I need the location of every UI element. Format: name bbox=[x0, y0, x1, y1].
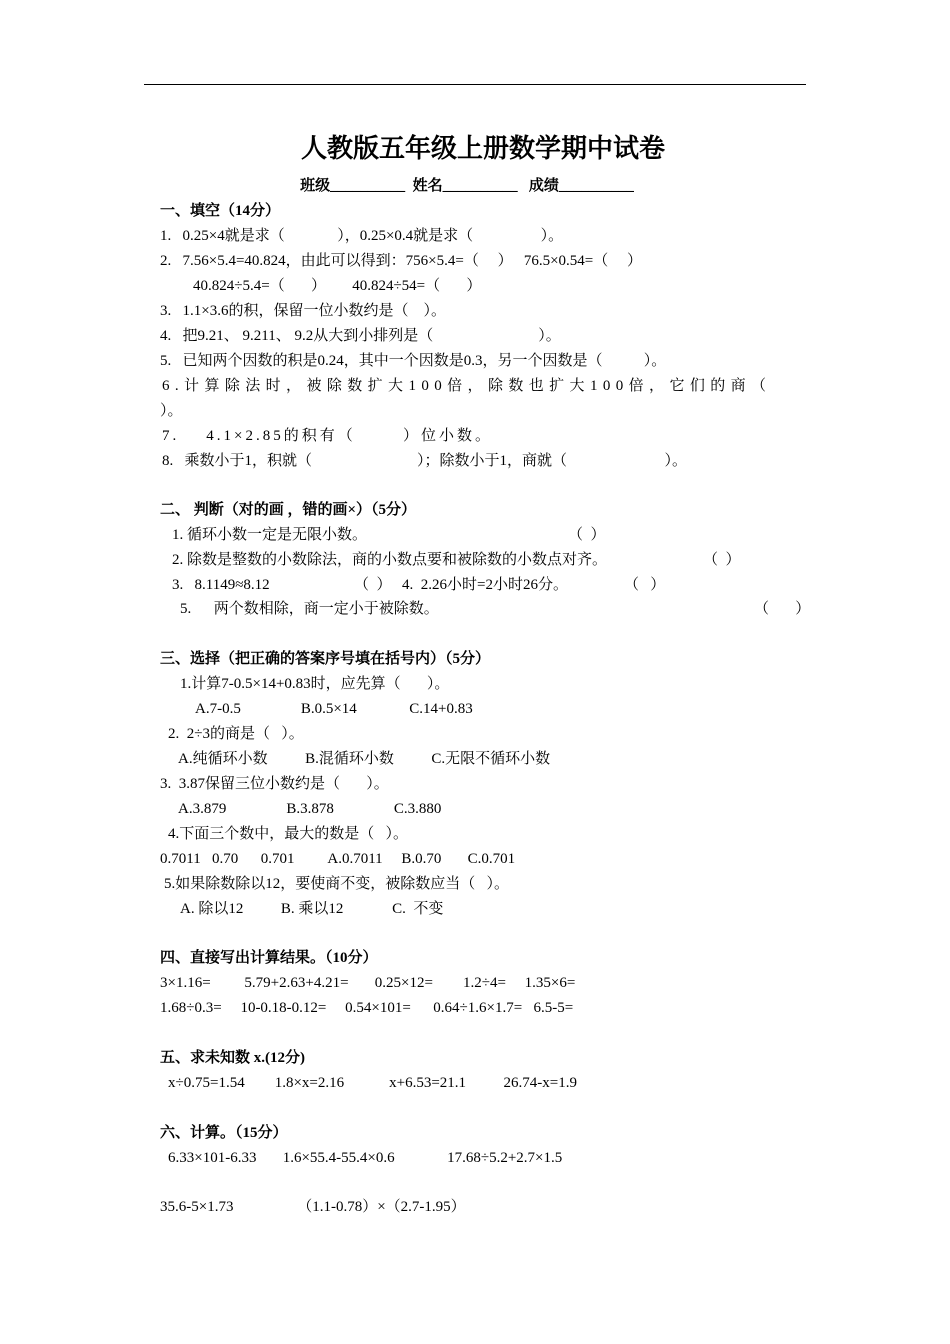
q4-row1: 3×1.16= 5.79+2.63+4.21= 0.25×12= 1.2÷4= 1.35×6= bbox=[160, 975, 576, 991]
q1-7: 7. 4.1×2.85的积有（ ）位小数。 bbox=[162, 428, 493, 444]
q3-3: 3. 3.87保留三位小数约是（ ）。 bbox=[160, 776, 389, 792]
q3-5-options: A. 除以12 B. 乘以12 C. 不变 bbox=[180, 901, 444, 917]
q3-4: 4.下面三个数中，最大的数是（ ）。 bbox=[168, 826, 409, 842]
q2-5: 5. 两个数相除，商一定小于被除数。 bbox=[180, 601, 439, 617]
section3-heading: 三、选择（把正确的答案序号填在括号内）（5分） bbox=[160, 651, 491, 667]
student-info-line: 班级__________ 姓名__________ 成绩__________ bbox=[300, 178, 634, 194]
page-title: 人教版五年级上册数学期中试卷 bbox=[300, 134, 665, 163]
q4-row2: 1.68÷0.3= 10-0.18-0.12= 0.54×101= 0.64÷1.6×1.7= 6.5-5= bbox=[160, 1000, 574, 1016]
q3-3-options: A.3.879 B.3.878 C.3.880 bbox=[178, 801, 442, 817]
q1-2: 2. 7.56×5.4=40.824，由此可以得到：756×5.4=（ ） 76.5×0.54=（ ） bbox=[160, 253, 643, 269]
q3-4-options: 0.7011 0.70 0.701 A.0.7011 B.0.70 C.0.701 bbox=[160, 851, 516, 867]
q6-row2: 35.6-5×1.73 （1.1-0.78）×（2.7-1.95） bbox=[160, 1199, 466, 1215]
q2-1: 1. 循环小数一定是无限小数。 bbox=[172, 527, 368, 543]
q1-8: 8. 乘数小于1，积就（ ）；除数小于1，商就（ ）。 bbox=[162, 453, 688, 469]
q3-2: 2. 2÷3的商是（ ）。 bbox=[168, 726, 304, 742]
q3-5: 5.如果除数除以12，要使商不变，被除数应当（ ）。 bbox=[164, 876, 510, 892]
section1-heading: 一、填空（14分） bbox=[160, 203, 281, 219]
q1-1: 1. 0.25×4就是求（ ），0.25×0.4就是求（ ）。 bbox=[160, 228, 564, 244]
q2-3: 3. 8.1149≈8.12 bbox=[172, 577, 270, 593]
q1-5: 5. 已知两个因数的积是0.24，其中一个因数是0.3，另一个因数是（ ）。 bbox=[160, 353, 667, 369]
top-rule bbox=[144, 84, 806, 85]
q1-4: 4. 把9.21、 9.211、 9.2从大到小排列是（ ）。 bbox=[160, 328, 561, 344]
q1-6b: ）。 bbox=[160, 403, 183, 419]
q5-row1: x÷0.75=1.54 1.8×x=2.16 x+6.53=21.1 26.74-x=1.9 bbox=[168, 1075, 577, 1091]
q3-1-options: A.7-0.5 B.0.5×14 C.14+0.83 bbox=[195, 701, 473, 717]
q2-1-bracket: （ ） bbox=[568, 527, 606, 543]
q2-4-bracket: （ ） bbox=[624, 577, 666, 593]
section2-heading: 二、 判断（对的画 ，错的画×）（5分） bbox=[160, 502, 417, 518]
q1-6: 6.计算除法时，被除数扩大100倍，除数也扩大100倍，它们的商（ bbox=[162, 378, 772, 394]
q2-2: 2. 除数是整数的小数除法，商的小数点要和被除数的小数点对齐。 bbox=[172, 552, 608, 568]
q2-5-bracket: （ ） bbox=[754, 601, 811, 617]
q2-2-bracket: （ ） bbox=[703, 552, 741, 568]
q1-3: 3. 1.1×3.6的积，保留一位小数约是（ ）。 bbox=[160, 303, 446, 319]
q3-1: 1.计算7-0.5×14+0.83时，应先算（ ）。 bbox=[180, 676, 450, 692]
q1-2b: 40.824÷5.4=（ ） 40.824÷54=（ ） bbox=[193, 278, 482, 294]
q3-2-options: A.纯循环小数 B.混循环小数 C.无限不循环小数 bbox=[178, 751, 551, 767]
section4-heading: 四、直接写出计算结果。（10分） bbox=[160, 950, 378, 966]
section6-heading: 六、计算。（15分） bbox=[160, 1125, 288, 1141]
q2-4: 4. 2.26小时=2小时26分。 bbox=[402, 577, 568, 593]
section5-heading: 五、求未知数 x.(12分) bbox=[160, 1050, 305, 1066]
q6-row1: 6.33×101-6.33 1.6×55.4-55.4×0.6 17.68÷5.2+2.7×1.5 bbox=[168, 1150, 563, 1166]
q2-3-bracket: （ ） bbox=[354, 577, 392, 593]
